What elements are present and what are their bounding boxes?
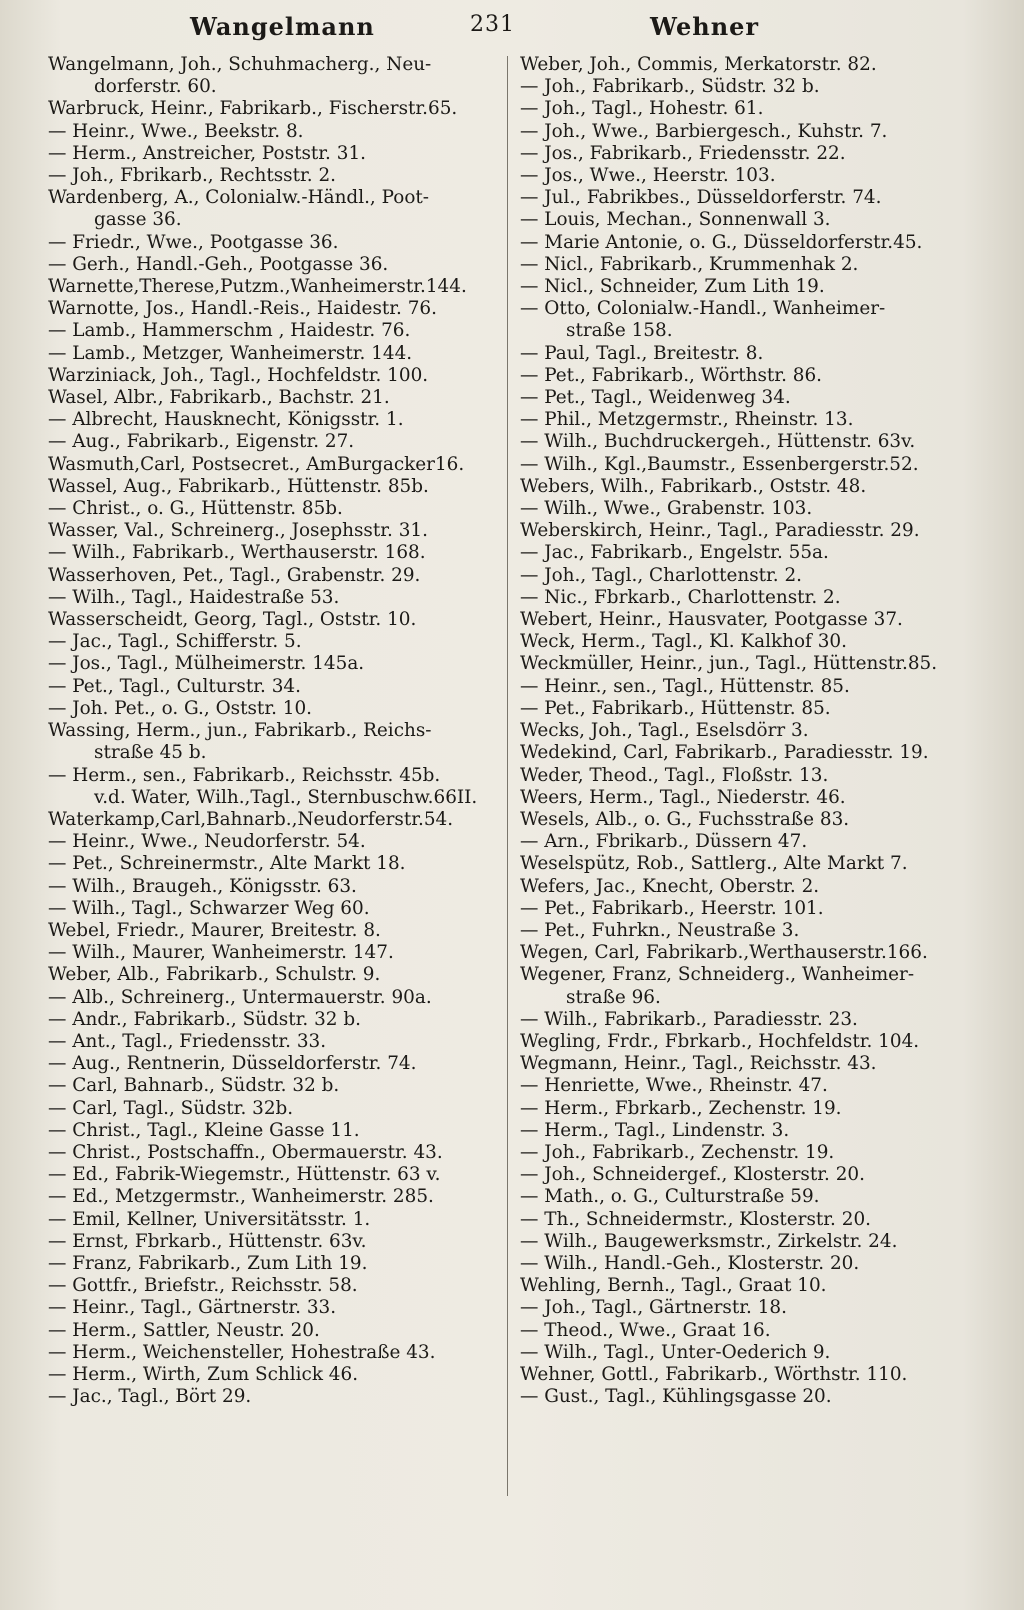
directory-entry: Waterkamp,Carl,Bahnarb.,Neudorferstr.54. xyxy=(48,808,454,830)
directory-entry: — Arn., Fbrikarb., Düssern 47. xyxy=(520,831,808,853)
directory-entry: — Herm., Sattler, Neustr. 20. xyxy=(48,1319,320,1341)
directory-entry: — Pet., Schreinermstr., Alte Markt 18. xyxy=(48,853,406,875)
directory-entry: — Marie Antonie, o. G., Düsseldorferstr.45. xyxy=(520,231,923,253)
directory-entry: — Wilh., Tagl., Haidestraße 53. xyxy=(48,586,340,608)
directory-entry: — Wilh., Handl.-Geh., Klosterstr. 20. xyxy=(520,1252,860,1274)
directory-entry: — Herm., sen., Fabrikarb., Reichsstr. 45b. xyxy=(48,764,441,786)
directory-entry: — Gottfr., Briefstr., Reichsstr. 58. xyxy=(48,1275,358,1297)
directory-entry: — Heinr., Wwe., Neudorferstr. 54. xyxy=(48,831,366,853)
directory-entry: Wasmuth,Carl, Postsecret., AmBurgacker16. xyxy=(48,453,465,475)
directory-entry: — Joh., Schneidergef., Klosterstr. 20. xyxy=(520,1164,865,1186)
directory-entry: — Heinr., sen., Tagl., Hüttenstr. 85. xyxy=(520,675,850,697)
directory-entry: — Paul, Tagl., Breitestr. 8. xyxy=(520,342,764,364)
directory-entry: Warnotte, Jos., Handl.-Reis., Haidestr. 76. xyxy=(48,298,437,320)
directory-entry: — Christ., Postschaffn., Obermauerstr. 43. xyxy=(48,1141,443,1163)
directory-entry: — Friedr., Wwe., Pootgasse 36. xyxy=(48,231,339,253)
directory-entry: — Herm., Weichensteller, Hohestraße 43. xyxy=(48,1341,436,1363)
page-header xyxy=(0,6,1024,46)
directory-entry: Wasserscheidt, Georg, Tagl., Oststr. 10. xyxy=(48,609,417,631)
directory-entry: — Wilh., Tagl., Schwarzer Weg 60. xyxy=(48,897,370,919)
directory-entry: — Nicl., Fabrikarb., Krummenhak 2. xyxy=(520,253,859,275)
directory-entry: Wassel, Aug., Fabrikarb., Hüttenstr. 85b. xyxy=(48,475,429,497)
directory-entry: — Aug., Rentnerin, Düsseldorferstr. 74. xyxy=(48,1053,417,1075)
directory-entry: — Wilh., Maurer, Wanheimerstr. 147. xyxy=(48,942,394,964)
directory-entry: — Pet., Tagl., Weidenweg 34. xyxy=(520,387,791,409)
directory-entry: — Ant., Tagl., Friedensstr. 33. xyxy=(48,1030,327,1052)
directory-entry: Wesels, Alb., o. G., Fuchsstraße 83. xyxy=(520,808,850,830)
directory-entry: — Heinr., Wwe., Beekstr. 8. xyxy=(48,120,304,142)
directory-entry: Wasser, Val., Schreinerg., Josephsstr. 31. xyxy=(48,520,428,542)
directory-entry: — Joh., Fbrikarb., Rechtsstr. 2. xyxy=(48,165,337,187)
directory-entry: — Ed., Fabrik-Wiegemstr., Hüttenstr. 63 v. xyxy=(48,1164,441,1186)
directory-entry: Wardenberg, A., Colonialw.-Händl., Poot- xyxy=(48,187,429,209)
directory-entry: Wefers, Jac., Knecht, Oberstr. 2. xyxy=(520,875,820,897)
directory-entry: Wehner, Gottl., Fabrikarb., Wörthstr. 110. xyxy=(520,1363,908,1385)
directory-entry: — Christ., o. G., Hüttenstr. 85b. xyxy=(48,498,343,520)
directory-entry: — Pet., Fuhrkn., Neustraße 3. xyxy=(520,919,800,941)
directory-entry: Wegener, Franz, Schneiderg., Wanheimer- xyxy=(520,964,915,986)
directory-entry: v.d. Water, Wilh.,Tagl., Sternbuschw.66II. xyxy=(94,786,478,808)
directory-entry: — Pet., Fabrikarb., Wörthstr. 86. xyxy=(520,364,823,386)
directory-entry: — Herm., Anstreicher, Poststr. 31. xyxy=(48,142,366,164)
directory-entry: Weers, Herm., Tagl., Niederstr. 46. xyxy=(520,786,846,808)
directory-entry: — Aug., Fabrikarb., Eigenstr. 27. xyxy=(48,431,355,453)
directory-entry: straße 158. xyxy=(566,320,673,342)
column-divider xyxy=(507,56,508,1496)
directory-entry: Wegmann, Heinr., Tagl., Reichsstr. 43. xyxy=(520,1053,877,1075)
directory-entry: — Alb., Schreinerg., Untermauerstr. 90a. xyxy=(48,986,432,1008)
directory-entry: Warziniack, Joh., Tagl., Hochfeldstr. 100. xyxy=(48,364,429,386)
directory-entry: Weck, Herm., Tagl., Kl. Kalkhof 30. xyxy=(520,631,847,653)
directory-entry: — Jul., Fabrikbes., Düsseldorferstr. 74. xyxy=(520,187,882,209)
directory-entry: — Louis, Mechan., Sonnenwall 3. xyxy=(520,209,831,231)
directory-entry: — Pet., Fabrikarb., Heerstr. 101. xyxy=(520,897,824,919)
right-column xyxy=(520,54,960,1408)
directory-entry: straße 45 b. xyxy=(94,742,207,764)
directory-entry: — Jac., Fabrikarb., Engelstr. 55a. xyxy=(520,542,829,564)
directory-entry: — Henriette, Wwe., Rheinstr. 47. xyxy=(520,1075,828,1097)
directory-entry: — Joh., Fabrikarb., Zechenstr. 19. xyxy=(520,1141,835,1163)
directory-entry: — Lamb., Metzger, Wanheimerstr. 144. xyxy=(48,342,413,364)
directory-entry: — Lamb., Hammerschm , Haidestr. 76. xyxy=(48,320,411,342)
directory-entry: Wangelmann, Joh., Schuhmacherg., Neu- xyxy=(48,54,432,75)
directory-entry: — Joh., Tagl., Charlottenstr. 2. xyxy=(520,564,803,586)
directory-entry: gasse 36. xyxy=(94,209,182,231)
directory-entry: Wegling, Frdr., Fbrkarb., Hochfeldstr. 104. xyxy=(520,1030,920,1052)
directory-entry: Webert, Heinr., Hausvater, Pootgasse 37. xyxy=(520,609,903,631)
directory-entry: — Ernst, Fbrkarb., Hüttenstr. 63v. xyxy=(48,1230,367,1252)
directory-entry: — Herm., Tagl., Lindenstr. 3. xyxy=(520,1119,790,1141)
directory-entry: Webel, Friedr., Maurer, Breitestr. 8. xyxy=(48,919,381,941)
directory-entry: dorferstr. 60. xyxy=(94,76,217,98)
directory-entry: — Nic., Fbrkarb., Charlottenstr. 2. xyxy=(520,586,841,608)
directory-entry: — Wilh., Tagl., Unter-Oederich 9. xyxy=(520,1341,831,1363)
directory-entry: — Joh., Fabrikarb., Südstr. 32 b. xyxy=(520,76,820,98)
directory-entry: Wecks, Joh., Tagl., Eselsdörr 3. xyxy=(520,720,809,742)
directory-entry: Wasserhoven, Pet., Tagl., Grabenstr. 29. xyxy=(48,564,421,586)
directory-entry: — Th., Schneidermstr., Klosterstr. 20. xyxy=(520,1208,871,1230)
directory-entry: Webers, Wilh., Fabrikarb., Oststr. 48. xyxy=(520,475,867,497)
directory-entry: — Wilh., Baugewerksmstr., Zirkelstr. 24. xyxy=(520,1230,898,1252)
directory-entry: — Pet., Fabrikarb., Hüttenstr. 85. xyxy=(520,697,831,719)
directory-entry: Wedekind, Carl, Fabrikarb., Paradiesstr. 19. xyxy=(520,742,929,764)
directory-entry: — Gerh., Handl.-Geh., Pootgasse 36. xyxy=(48,253,389,275)
left-column xyxy=(48,54,488,1408)
directory-entry: — Otto, Colonialw.-Handl., Wanheimer- xyxy=(520,298,886,320)
page-number: 231 xyxy=(470,12,515,37)
directory-entry: — Jac., Tagl., Bört 29. xyxy=(48,1386,252,1408)
directory-entry: — Jos., Fabrikarb., Friedensstr. 22. xyxy=(520,142,846,164)
directory-entry: — Wilh., Wwe., Grabenstr. 103. xyxy=(520,498,813,520)
directory-entry: Warbruck, Heinr., Fabrikarb., Fischerstr.65. xyxy=(48,98,458,120)
directory-entry: — Ed., Metzgermstr., Wanheimerstr. 285. xyxy=(48,1186,434,1208)
directory-entry: — Jac., Tagl., Schifferstr. 5. xyxy=(48,631,302,653)
directory-entry: Weckmüller, Heinr., jun., Tagl., Hüttenstr.85. xyxy=(520,653,938,675)
directory-entry: — Albrecht, Hausknecht, Königsstr. 1. xyxy=(48,409,404,431)
directory-entry: — Jos., Wwe., Heerstr. 103. xyxy=(520,165,776,187)
directory-entry: — Wilh., Buchdruckergeh., Hüttenstr. 63v. xyxy=(520,431,916,453)
directory-entry: — Carl, Bahnarb., Südstr. 32 b. xyxy=(48,1075,340,1097)
directory-entry: Weber, Alb., Fabrikarb., Schulstr. 9. xyxy=(48,964,381,986)
directory-entry: — Emil, Kellner, Universitätsstr. 1. xyxy=(48,1208,371,1230)
directory-entry: — Joh., Wwe., Barbiergesch., Kuhstr. 7. xyxy=(520,120,888,142)
directory-entry: — Gust., Tagl., Kühlingsgasse 20. xyxy=(520,1386,832,1408)
directory-entry: — Christ., Tagl., Kleine Gasse 11. xyxy=(48,1119,360,1141)
directory-entry: Wegen, Carl, Fabrikarb.,Werthauserstr.166. xyxy=(520,942,928,964)
directory-entry: — Theod., Wwe., Graat 16. xyxy=(520,1319,771,1341)
directory-entry: — Phil., Metzgermstr., Rheinstr. 13. xyxy=(520,409,854,431)
directory-entry: Wasel, Albr., Fabrikarb., Bachstr. 21. xyxy=(48,387,390,409)
running-head-left: Wangelmann xyxy=(190,12,375,41)
directory-entry: — Joh. Pet., o. G., Oststr. 10. xyxy=(48,697,313,719)
directory-entry: — Andr., Fabrikarb., Südstr. 32 b. xyxy=(48,1008,361,1030)
directory-entry: — Joh., Tagl., Gärtnerstr. 18. xyxy=(520,1297,787,1319)
directory-entry: — Herm., Wirth, Zum Schlick 46. xyxy=(48,1363,359,1385)
directory-entry: — Wilh., Braugeh., Königsstr. 63. xyxy=(48,875,357,897)
directory-entry: straße 96. xyxy=(566,986,661,1008)
running-head-right: Wehner xyxy=(650,12,760,41)
directory-entry: Weber, Joh., Commis, Merkatorstr. 82. xyxy=(520,54,877,75)
directory-entry: — Math., o. G., Culturstraße 59. xyxy=(520,1186,820,1208)
directory-entry: — Franz, Fabrikarb., Zum Lith 19. xyxy=(48,1252,368,1274)
directory-entry: — Jos., Tagl., Mülheimerstr. 145a. xyxy=(48,653,365,675)
directory-entry: Weberskirch, Heinr., Tagl., Paradiesstr. 29. xyxy=(520,520,920,542)
directory-entry: — Joh., Tagl., Hohestr. 61. xyxy=(520,98,764,120)
directory-entry: Warnette,Therese,Putzm.,Wanheimerstr.144. xyxy=(48,276,467,298)
directory-entry: — Pet., Tagl., Culturstr. 34. xyxy=(48,675,301,697)
directory-entry: Weselspütz, Rob., Sattlerg., Alte Markt 7. xyxy=(520,853,908,875)
directory-entry: — Wilh., Kgl.,Baumstr., Essenbergerstr.52. xyxy=(520,453,919,475)
directory-entry: — Heinr., Tagl., Gärtnerstr. 33. xyxy=(48,1297,337,1319)
directory-entry: — Wilh., Fabrikarb., Werthauserstr. 168. xyxy=(48,542,426,564)
directory-entry: — Herm., Fbrkarb., Zechenstr. 19. xyxy=(520,1097,842,1119)
directory-entry: Wassing, Herm., jun., Fabrikarb., Reichs- xyxy=(48,720,432,742)
directory-entry: Weder, Theod., Tagl., Floßstr. 13. xyxy=(520,764,829,786)
directory-entry: Wehling, Bernh., Tagl., Graat 10. xyxy=(520,1275,827,1297)
directory-entry: — Carl, Tagl., Südstr. 32b. xyxy=(48,1097,294,1119)
directory-entry: — Wilh., Fabrikarb., Paradiesstr. 23. xyxy=(520,1008,858,1030)
directory-entry: — Nicl., Schneider, Zum Lith 19. xyxy=(520,276,825,298)
